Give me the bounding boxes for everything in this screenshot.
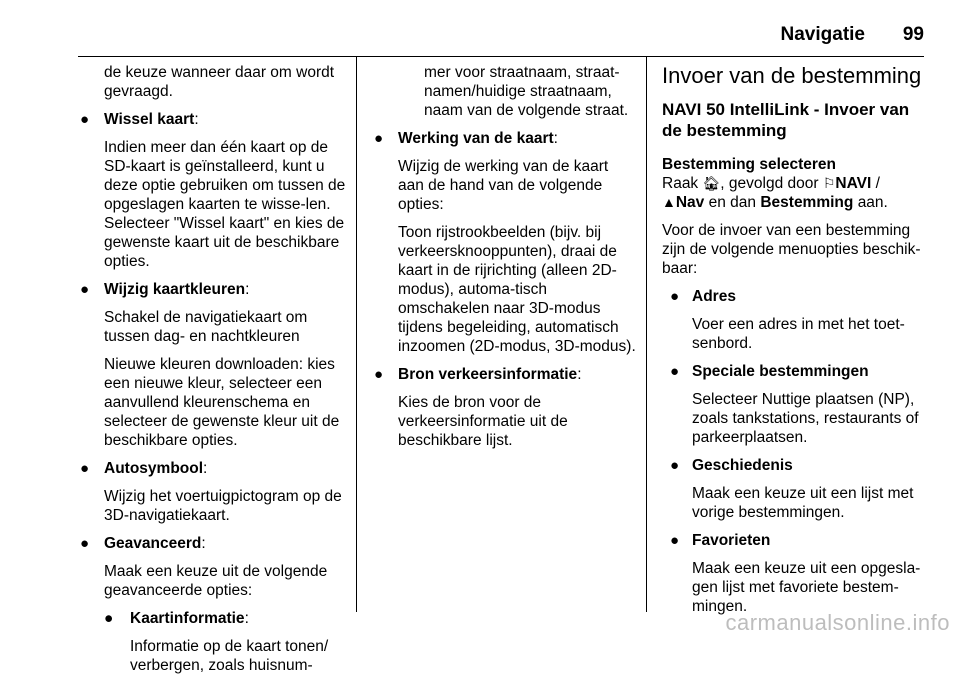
header-rule <box>78 56 924 57</box>
text: aan. <box>857 194 888 211</box>
bullet-icon: ● <box>80 535 90 552</box>
item-title: Autosymbool <box>104 460 204 477</box>
item-title: Wissel kaart <box>104 111 195 128</box>
item-title: Adres <box>692 288 736 305</box>
bullet-icon: ● <box>80 460 90 477</box>
instruction <box>662 155 928 212</box>
home-icon: 🏠︎ <box>702 175 721 191</box>
paragraph: Schakel de navigatiekaart om tussen dag- en nachtkleuren <box>104 309 308 345</box>
heading: Bestemming selecteren <box>662 156 837 173</box>
item-title: Geavanceerd <box>104 535 202 552</box>
text: / <box>875 175 880 192</box>
paragraph: Voor de invoer van een bestemming zijn de volgende menuopties beschik-baar: <box>662 222 921 277</box>
list-item: ● Kaartinformatie: <box>104 610 249 627</box>
paragraph: Indien meer dan één kaart op de SD-kaart is geïnstalleerd, kunt u deze optie gebruiken om tussen de opgeslagen kaarten te wisse-len. Selecteer "Wissel kaart" en kies de gewenste kaart uit de beschikbare opties. <box>104 139 346 270</box>
column-divider <box>646 56 647 612</box>
paragraph: Maak een keuze uit een lijst met vorige bestemmingen. <box>692 485 914 521</box>
item-title: Geschiedenis <box>692 457 793 474</box>
paragraph: Selecteer Nuttige plaatsen (NP), zoals tankstations, restaurants of parkeerplaatsen. <box>692 391 919 446</box>
bullet-icon: ● <box>670 532 680 549</box>
column-divider <box>356 56 357 612</box>
list-item <box>662 531 928 550</box>
paragraph: Informatie op de kaart tonen/ verbergen, zoals huisnum- <box>130 638 329 674</box>
paragraph: Wijzig het voertuigpictogram op de 3D-navigatiekaart. <box>104 488 342 524</box>
column-1 <box>78 63 348 684</box>
bullet-icon: ● <box>670 457 680 474</box>
section-title: Invoer van de bestemming <box>662 63 922 88</box>
flag-icon: ⚐ <box>822 175 836 191</box>
text: Raak <box>662 175 699 192</box>
list-item: ● Autosymbool: <box>80 460 208 477</box>
list-item: ● Bron verkeersinformatie: <box>374 366 582 383</box>
paragraph: Nieuwe kleuren downloaden: kies een nieuwe kleur, selecteer een aanvullend kleurenschema en selecteer de gewenste kleur uit de beschikbare opties. <box>104 356 340 449</box>
paragraph: mer voor straatnaam, straat-namen/huidige straatnaam, naam van de volgende straat. <box>424 64 629 119</box>
bullet-icon: ● <box>670 288 680 305</box>
list-item <box>662 287 928 306</box>
list-item: ● Wijzig kaartkleuren: <box>80 281 250 298</box>
list-item: ● Wissel kaart: <box>80 111 199 128</box>
paragraph: Maak een keuze uit een opgesla-gen lijst met favoriete bestem-mingen. <box>692 560 921 615</box>
item-title: Kaartinformatie <box>130 610 245 627</box>
paragraph: Wijzig de werking van de kaart aan de hand van de volgende opties: <box>398 158 609 213</box>
paragraph: Kies de bron voor de verkeersinformatie uit de beschikbare lijst. <box>398 394 568 449</box>
page-number: 99 <box>902 24 924 45</box>
nav-label: Nav <box>675 194 705 211</box>
paragraph: de keuze wanneer daar om wordt gevraagd. <box>104 64 335 100</box>
bullet-icon: ● <box>374 366 384 383</box>
text: , gevolgd door <box>720 175 819 192</box>
bullet-icon: ● <box>80 281 90 298</box>
watermark: carmanualsonline.info <box>725 610 950 635</box>
navigation-arrow-icon: ▲ <box>662 194 676 210</box>
list-item <box>662 456 928 475</box>
item-title: Favorieten <box>692 532 771 549</box>
bullet-icon: ● <box>104 610 114 627</box>
page-header <box>0 0 960 56</box>
list-item: ● Werking van de kaart: <box>374 130 558 147</box>
item-title: Bron verkeersinformatie <box>398 366 578 383</box>
chapter-title: Navigatie <box>780 24 865 45</box>
bestemming-label: Bestemming <box>760 194 854 211</box>
subsection-title: NAVI 50 IntelliLink - Invoer van de bestemming <box>662 100 910 140</box>
bullet-icon: ● <box>80 111 90 128</box>
column-2 <box>372 63 638 459</box>
item-title: Speciale bestemmingen <box>692 363 869 380</box>
list-item: ● Geavanceerd: <box>80 535 206 552</box>
paragraph: Voer een adres in met het toet-senbord. <box>692 316 905 352</box>
bullet-icon: ● <box>670 363 680 380</box>
column-3 <box>662 63 928 625</box>
navi-label: NAVI <box>835 175 872 192</box>
item-title: Werking van de kaart <box>398 130 554 147</box>
paragraph: Maak een keuze uit de volgende geavanceerde opties: <box>104 563 328 599</box>
item-title: Wijzig kaartkleuren <box>104 281 246 298</box>
text: en dan <box>708 194 757 211</box>
list-item <box>662 362 928 381</box>
paragraph: Toon rijstrookbeelden (bijv. bij verkeersknooppunten), draai de kaart in de rijrichting (alleen 2D-modus), automa-tisch omschakelen naar 3D-modus tijdens begeleiding, automatisch inzoomen (2D-modus, 3D-modus). <box>398 224 636 355</box>
bullet-icon: ● <box>374 130 384 147</box>
